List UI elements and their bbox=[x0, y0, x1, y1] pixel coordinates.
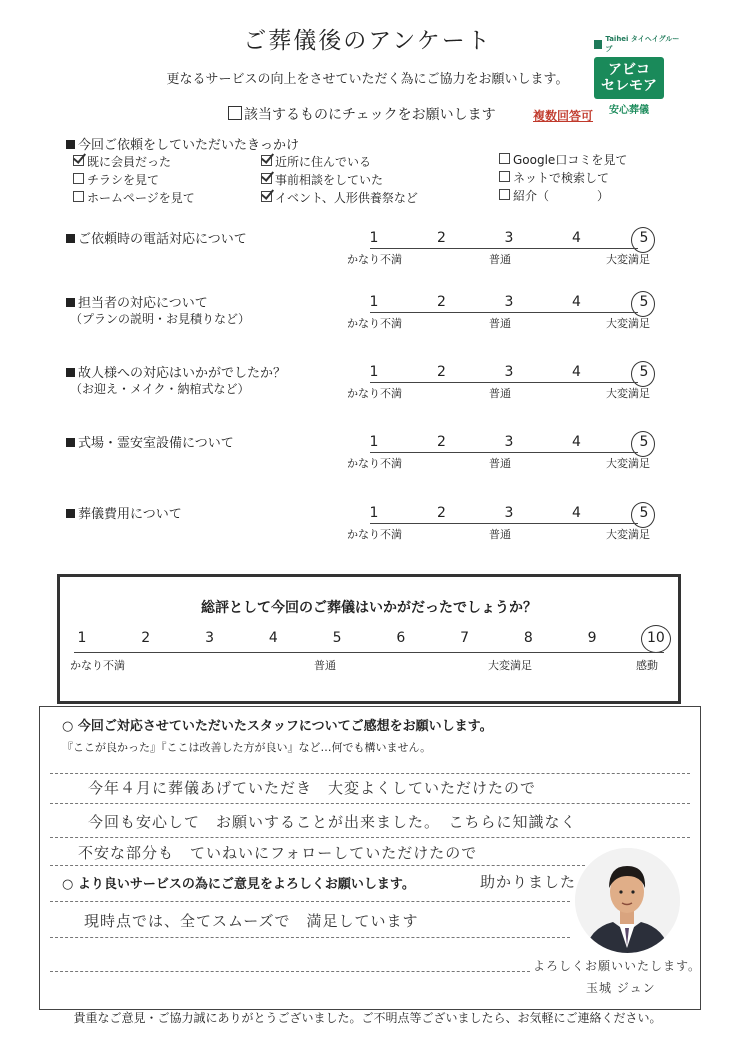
scale-label-high: 大変満足 bbox=[606, 528, 650, 541]
checkbox[interactable] bbox=[499, 189, 510, 200]
staff-name: 玉城 ジュン bbox=[586, 981, 656, 995]
overall-option[interactable]: 8 bbox=[523, 630, 533, 646]
scale-line bbox=[370, 523, 638, 524]
checkbox-checked[interactable] bbox=[261, 173, 272, 184]
scale-line bbox=[370, 382, 638, 383]
rating-question: 葬儀費用について bbox=[66, 503, 182, 522]
scale-option[interactable]: 1 bbox=[369, 294, 379, 310]
overall-option[interactable]: 3 bbox=[205, 630, 214, 646]
handwritten-line[interactable]: 不安な部分も ていねいにフォローしていただけたので bbox=[78, 844, 478, 862]
square-bullet-icon bbox=[66, 140, 75, 149]
scale-option[interactable]: 5 bbox=[634, 364, 654, 380]
footer-note: 貴重なご意見・ご協力誠にありがとうございました。ご不明点等ございましたら、お気軽にご連絡ください。 bbox=[73, 1011, 662, 1025]
dashed-line bbox=[50, 937, 570, 938]
company-logo bbox=[594, 34, 680, 116]
scale-label-high: 大変満足 bbox=[606, 317, 650, 330]
overall-option[interactable]: 6 bbox=[396, 630, 406, 646]
staff-message: よろしくお願いいたします。 bbox=[533, 959, 702, 973]
overall-label-high: 大変満足 bbox=[488, 659, 532, 672]
scale-option[interactable]: 5 bbox=[634, 294, 654, 310]
scale-option[interactable]: 4 bbox=[572, 364, 581, 380]
square-bullet-icon bbox=[66, 368, 75, 377]
overall-option[interactable]: 5 bbox=[332, 630, 342, 646]
square-bullet-icon bbox=[66, 298, 75, 307]
suggestions-question: ○ より良いサービスの為にご意見をよろしくお願いします。 bbox=[62, 877, 415, 892]
scale-option[interactable]: 2 bbox=[437, 294, 446, 310]
scale-label-mid: 普通 bbox=[489, 457, 511, 470]
scale-option[interactable]: 3 bbox=[504, 505, 514, 521]
scale-option[interactable]: 1 bbox=[369, 230, 379, 246]
scale-label-low: かなり不満 bbox=[347, 528, 402, 541]
instruction-text: 該当するものにチェックをお願いします bbox=[244, 107, 496, 123]
dashed-line bbox=[50, 971, 530, 972]
scale-label-high: 大変満足 bbox=[606, 387, 650, 400]
scale-option[interactable]: 1 bbox=[369, 434, 379, 450]
scale-label-mid: 普通 bbox=[489, 528, 511, 541]
overall-option[interactable]: 10 bbox=[644, 630, 668, 646]
scale-option[interactable]: 4 bbox=[572, 230, 581, 246]
scale-option[interactable]: 3 bbox=[504, 294, 514, 310]
checkbox[interactable] bbox=[499, 171, 510, 182]
overall-label-mid: 普通 bbox=[314, 659, 336, 672]
scale-label-low: かなり不満 bbox=[347, 253, 402, 266]
instruction bbox=[228, 104, 496, 124]
scale-option[interactable]: 3 bbox=[504, 364, 514, 380]
rating-question: 担当者の対応について bbox=[66, 292, 208, 311]
rating-note: （プランの説明・お見積りなど） bbox=[70, 312, 251, 326]
scale-label-low: かなり不満 bbox=[347, 457, 402, 470]
overall-scale bbox=[70, 630, 668, 646]
overall-label-low: かなり不満 bbox=[70, 659, 125, 672]
overall-scale-line bbox=[74, 652, 664, 653]
scale-option[interactable]: 2 bbox=[437, 434, 446, 450]
rating-note: （お迎え・メイク・納棺式など） bbox=[70, 382, 250, 396]
rating-scale bbox=[364, 505, 654, 521]
handwritten-tail[interactable]: 助かりました bbox=[480, 873, 577, 891]
rating-scale bbox=[364, 294, 654, 310]
scale-option[interactable]: 5 bbox=[634, 505, 654, 521]
scale-line bbox=[370, 248, 638, 249]
reason-option[interactable]: 事前相談をしていた bbox=[261, 171, 383, 188]
reason-option[interactable]: 近所に住んでいる bbox=[261, 153, 371, 170]
overall-box bbox=[57, 574, 681, 704]
scale-line bbox=[370, 312, 638, 313]
scale-label-low: かなり不満 bbox=[347, 317, 402, 330]
brand-line1: アビコ bbox=[608, 61, 650, 78]
reason-option[interactable]: 紹介（ ） bbox=[499, 187, 609, 204]
rating-question: ご依頼時の電話対応について bbox=[66, 228, 247, 247]
scale-label-low: かなり不満 bbox=[347, 387, 402, 400]
multi-answer-note: 複数回答可 bbox=[533, 109, 594, 123]
scale-option[interactable]: 5 bbox=[634, 434, 654, 450]
reason-option[interactable]: ホームページを見て bbox=[73, 189, 195, 206]
staff-feedback-note: 『ここが良かった』『ここは改善した方が良い』など…何でも構いません。 bbox=[62, 741, 432, 754]
survey-subtitle: 更なるサービスの向上をさせていただく為にご協力をお願いします。 bbox=[166, 72, 569, 87]
scale-label-mid: 普通 bbox=[489, 253, 511, 266]
handwritten-line[interactable]: 今年４月に葬儀あげていただき 大変よくしていただけたので bbox=[88, 779, 537, 797]
scale-option[interactable]: 1 bbox=[369, 505, 379, 521]
brand-box bbox=[594, 57, 664, 99]
checkbox[interactable] bbox=[499, 153, 510, 164]
square-bullet-icon bbox=[66, 234, 75, 243]
scale-label-mid: 普通 bbox=[489, 317, 511, 330]
overall-label-top: 感動 bbox=[636, 659, 658, 672]
checkbox-icon bbox=[228, 106, 242, 120]
rating-scale bbox=[364, 230, 654, 246]
scale-option[interactable]: 2 bbox=[437, 230, 446, 246]
rating-question: 故人様への対応はいかがでしたか？ bbox=[66, 362, 286, 381]
scale-option[interactable]: 4 bbox=[572, 505, 581, 521]
reason-option[interactable]: イベント、人形供養祭など bbox=[261, 189, 418, 206]
dashed-line bbox=[50, 773, 690, 774]
square-bullet-icon bbox=[66, 438, 75, 447]
reason-option[interactable]: 既に会員だった bbox=[73, 153, 171, 170]
section-reason-label: 今回ご依頼をしていただいたきっかけ bbox=[66, 134, 299, 153]
scale-option[interactable]: 4 bbox=[572, 294, 581, 310]
dashed-line bbox=[50, 837, 690, 838]
rating-scale bbox=[364, 434, 654, 450]
reason-option[interactable]: チラシを見て bbox=[73, 171, 159, 188]
dashed-line bbox=[50, 865, 585, 866]
reason-option[interactable]: ネットで検索して bbox=[499, 169, 609, 186]
scale-option[interactable]: 1 bbox=[369, 364, 379, 380]
overall-option[interactable]: 1 bbox=[77, 630, 87, 646]
dashed-line bbox=[50, 901, 570, 902]
rating-question: 式場・霊安室設備について bbox=[66, 432, 234, 451]
square-bullet-icon bbox=[66, 509, 75, 518]
overall-option[interactable]: 2 bbox=[141, 630, 151, 646]
reason-option[interactable]: Google口コミを見て bbox=[499, 151, 627, 168]
handwritten-suggestion[interactable]: 現時点では、全てスムーズで 満足しています bbox=[84, 912, 419, 930]
scale-option[interactable]: 4 bbox=[572, 434, 581, 450]
scale-option[interactable]: 2 bbox=[437, 505, 446, 521]
scale-option[interactable]: 5 bbox=[634, 230, 654, 246]
overall-option[interactable]: 9 bbox=[587, 630, 597, 646]
scale-label-mid: 普通 bbox=[489, 387, 511, 400]
overall-option[interactable]: 7 bbox=[460, 630, 470, 646]
staff-portrait-icon bbox=[575, 848, 680, 953]
scale-option[interactable]: 2 bbox=[437, 364, 446, 380]
checkbox-checked[interactable] bbox=[73, 155, 84, 166]
handwritten-line[interactable]: 今回も安心して お願いすることが出来ました。 こちらに知識なく bbox=[88, 813, 577, 831]
staff-photo bbox=[575, 848, 680, 953]
dashed-line bbox=[50, 803, 690, 804]
overall-question: 総評として今回のご葬儀はいかがだったでしょうか？ bbox=[201, 600, 537, 616]
checkbox[interactable] bbox=[73, 191, 84, 202]
overall-option[interactable]: 4 bbox=[268, 630, 278, 646]
scale-label-high: 大変満足 bbox=[606, 457, 650, 470]
staff-feedback-question: ○ 今回ご対応させていただいたスタッフについてご感想をお願いします。 bbox=[62, 719, 493, 734]
checkbox-checked[interactable] bbox=[261, 191, 272, 202]
survey-title: ご葬儀後のアンケート bbox=[243, 28, 492, 54]
taihei-mark-icon bbox=[594, 40, 602, 49]
checkbox-checked[interactable] bbox=[261, 155, 272, 166]
scale-option[interactable]: 3 bbox=[504, 434, 514, 450]
scale-option[interactable]: 3 bbox=[504, 230, 514, 246]
checkbox[interactable] bbox=[73, 173, 84, 184]
group-label: Taihei タイヘイグループ bbox=[594, 34, 680, 54]
scale-label-high: 大変満足 bbox=[606, 253, 650, 266]
rating-scale bbox=[364, 364, 654, 380]
brand-line2: セレモア bbox=[601, 78, 657, 94]
scale-line bbox=[370, 452, 638, 453]
brand-tagline: 安心葬儀 bbox=[609, 105, 649, 116]
